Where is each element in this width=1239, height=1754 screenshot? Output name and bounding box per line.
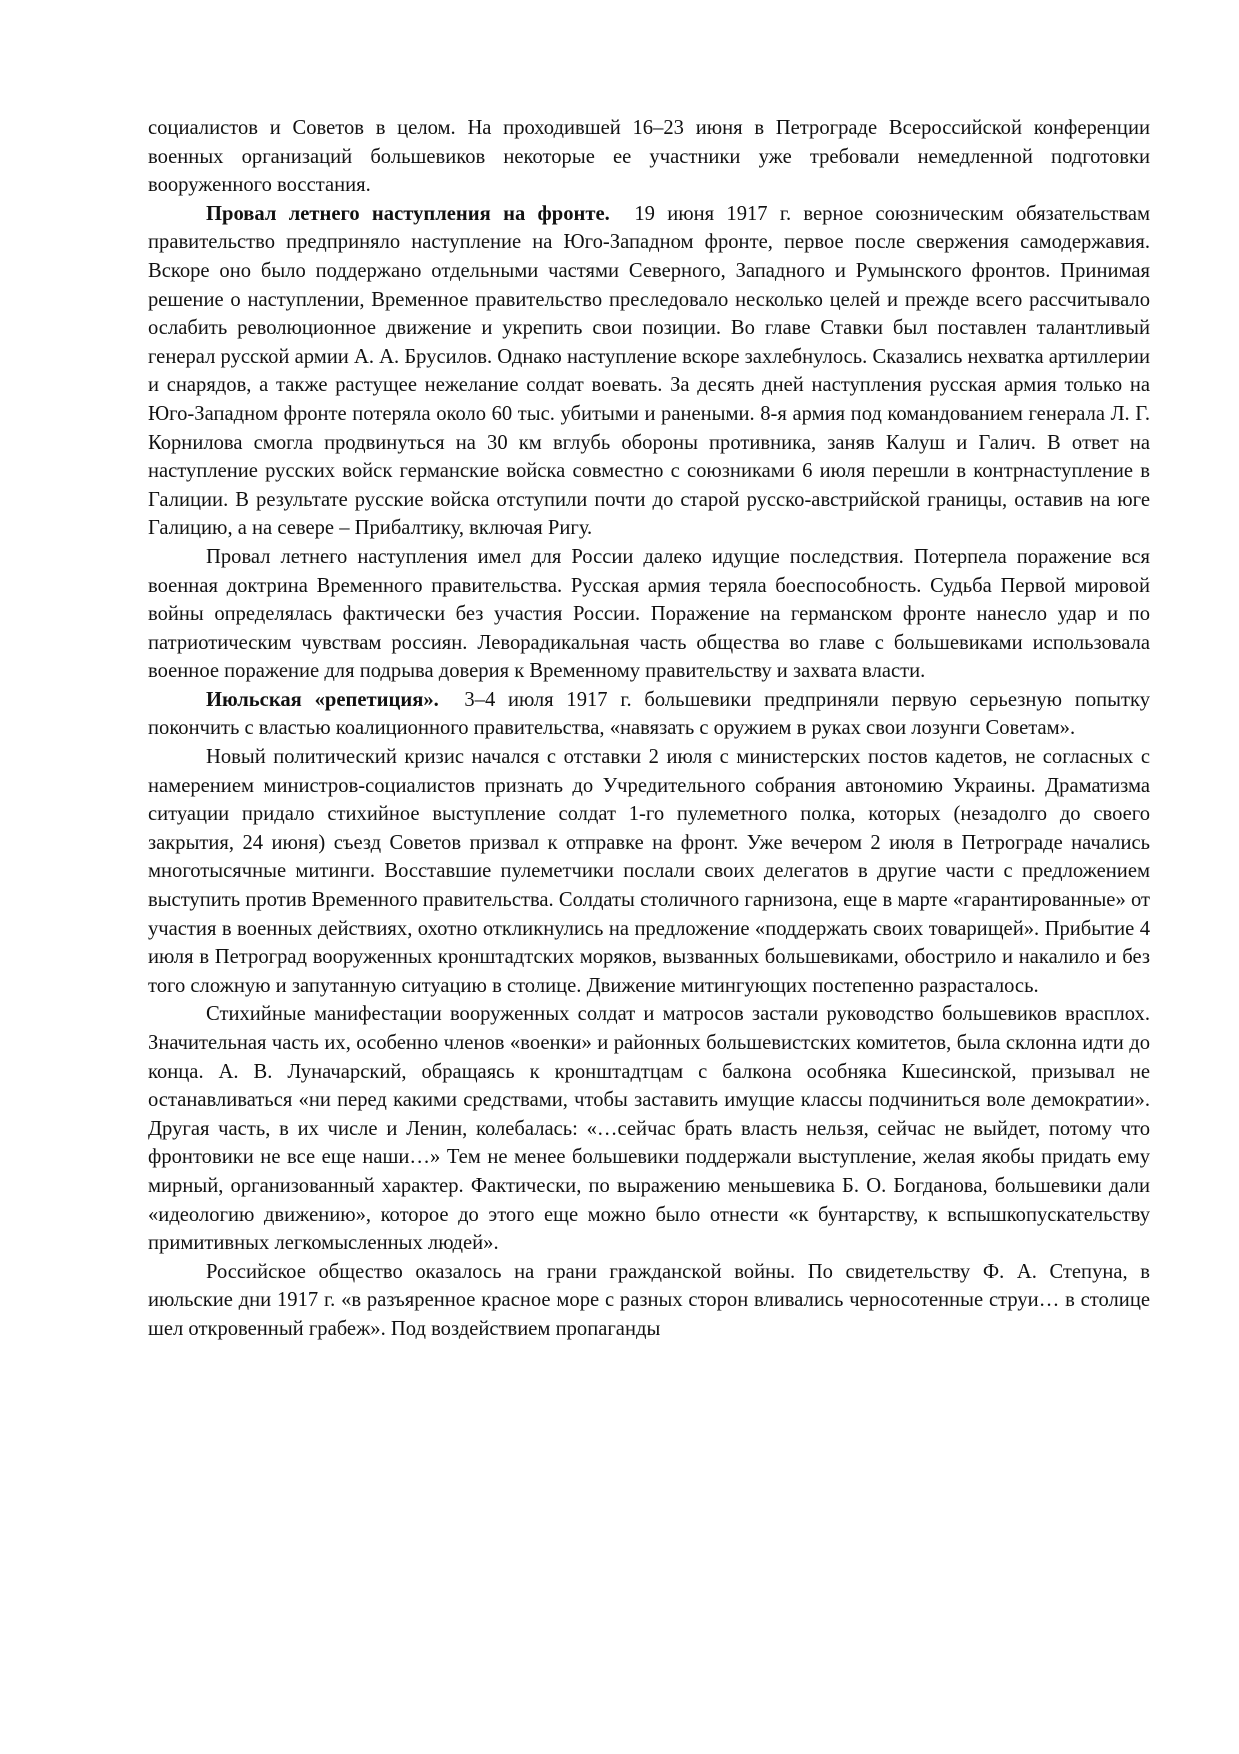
section-heading-summer-offensive: Провал летнего наступления на фронте.	[206, 202, 610, 225]
paragraph-3: Провал летнего наступления имел для России далеко идущие последствия. Потерпела поражение вся военная доктрина Временного правительства. Русская армия теряла боеспособность. Судьба Первой мировой войны определялась фактически без участия России. Поражение на германском фронте нанесло удар и по патриотическим чувствам россиян. Леворадикальная часть общества во главе с большевиками использовала военное поражение для подрыва доверия к Временному правительству и захвата власти.	[148, 545, 1150, 683]
document-page	[148, 114, 1150, 1344]
paragraph-2	[148, 200, 1150, 543]
paragraph-2-text: 19 июня 1917 г. верное союзническим обязательствам правительство предприняло наступление на Юго-Западном фронте, первое после свержения самодержавия. Вскоре оно было поддержано отдельными частями Северного, Западного и Румынского фронтов. Принимая решение о наступлении, Временное правительство преследовало несколько целей и прежде всего рассчитывало ослабить революционное движение и укрепить свои позиции. Во главе Ставки был поставлен талантливый генерал русской армии А. А. Брусилов. Однако наступление вскоре захлебнулось. Сказались нехватка артиллерии и снарядов, а также растущее нежелание солдат воевать. За десять дней наступления русская армия только на Юго-Западном фронте потеряла около 60 тыс. убитыми и ранеными. 8-я армия под командованием генерала Л. Г. Корнилова смогла продвинуться на 30 км вглубь обороны противника, заняв Калуш и Галич. В ответ на наступление русских войск германские войска совместно с союзниками 6 июля перешли в контрнаступление в Галиции. В результате русские войска отступили почти до старой русско-австрийской границы, оставив на юге Галицию, а на севере – Прибалтику, включая Ригу.	[148, 202, 1150, 540]
paragraph-7: Российское общество оказалось на грани гражданской войны. По свидетельству Ф. А. Степуна, в июльские дни 1917 г. «в разъяренное красное море с разных сторон вливались черносотенные струи… в столице шел откровенный грабеж». Под воздействием пропаганды	[148, 1260, 1150, 1340]
paragraph-1: социалистов и Советов в целом. На проходившей 16–23 июня в Петрограде Всероссийской конференции военных организаций большевиков некоторые ее участники уже требовали немедленной подготовки вооруженного восстания.	[148, 117, 1150, 197]
paragraph-4	[148, 686, 1150, 743]
paragraph-4-text: 3–4 июля 1917 г. большевики предприняли первую серьезную попытку покончить с властью коалиционного правительства, «навязать с оружием в руках свои лозунги Советам».	[148, 688, 1151, 740]
paragraph-6: Стихийные манифестации вооруженных солдат и матросов застали руководство большевиков врасплох. Значительная часть их, особенно членов «военки» и районных большевистских комитетов, была склонна идти до конца. А. В. Луначарский, обращаясь к кронштадтцам с балкона особняка Кшесинской, призывал не останавливаться «ни перед какими средствами, чтобы заставить имущие классы подчиниться воле демократии». Другая часть, в их числе и Ленин, колебалась: «…сейчас брать власть нельзя, сейчас не выйдет, потому что фронтовики не все еще наши…» Тем не менее большевики поддержали выступление, желая якобы придать ему мирный, организованный характер. Фактически, по выражению меньшевика Б. О. Богданова, большевики дали «идеологию движению», которое до этого еще можно было отнести «к бунтарству, к вспышкопускательству примитивных легкомысленных людей».	[148, 1003, 1150, 1255]
paragraph-5: Новый политический кризис начался с отставки 2 июля с министерских постов кадетов, не согласных с намерением министров-социалистов признать до Учредительного собрания автономию Украины. Драматизма ситуации придало стихийное выступление солдат 1-го пулеметного полка, которых (незадолго до своего закрытия, 24 июня) съезд Советов призвал к отправке на фронт. Уже вечером 2 июля в Петрограде начались многотысячные митинги. Восставшие пулеметчики послали своих делегатов в другие части с предложением выступить против Временного правительства. Солдаты столичного гарнизона, еще в марте «гарантированные» от участия в военных действиях, охотно откликнулись на предложение «поддержать своих товарищей». Прибытие 4 июля в Петроград вооруженных кронштадтских моряков, вызванных большевиками, обострило и накалило и без того сложную и запутанную ситуацию в столице. Движение митингующих постепенно разрасталось.	[148, 746, 1150, 997]
section-heading-july-rehearsal: Июльская «репетиция».	[206, 688, 439, 711]
